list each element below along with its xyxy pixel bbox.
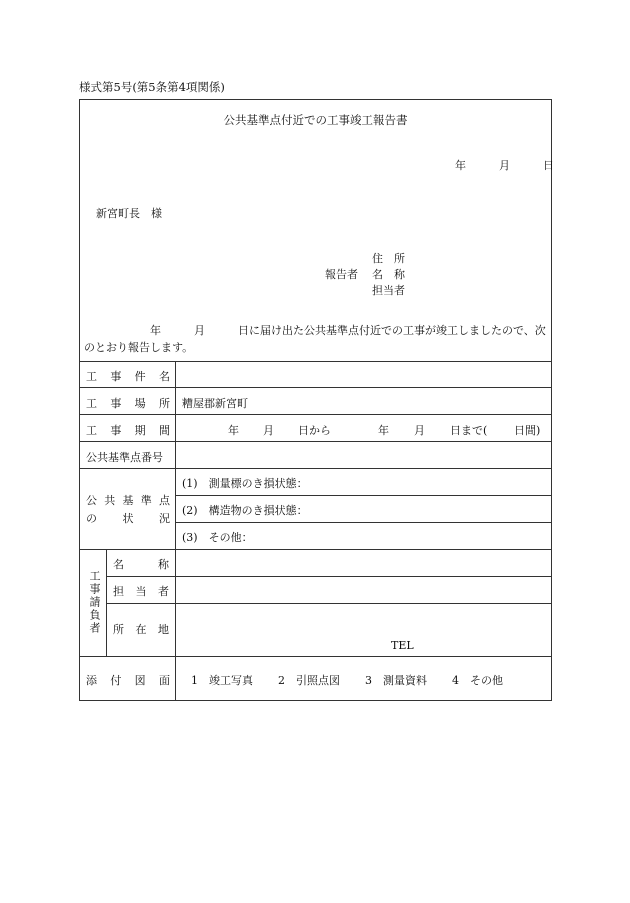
reporter-contact-label: 担当者 xyxy=(372,284,405,297)
label-work-place: 工 事 場 所 xyxy=(86,397,170,410)
column-divider xyxy=(175,361,176,701)
attachment-2: 2 引照点図 xyxy=(278,674,340,687)
attachment-1: 1 竣工写真 xyxy=(191,674,253,687)
period-end-year: 年 xyxy=(378,424,389,437)
row-divider xyxy=(175,522,552,523)
row-divider xyxy=(106,603,552,604)
form-title: 公共基準点付近での工事竣工報告書 xyxy=(223,113,408,127)
date-year: 年 xyxy=(455,159,466,172)
row-divider xyxy=(80,468,552,469)
row-divider xyxy=(80,414,552,415)
column-divider xyxy=(106,549,107,656)
row-divider xyxy=(80,549,552,550)
date-day: 日 xyxy=(543,159,554,172)
reporter-label: 報告者 xyxy=(325,268,358,281)
reporter-name-label: 名 称 xyxy=(372,268,405,281)
period-start-year: 年 xyxy=(228,424,239,437)
date-month: 月 xyxy=(499,159,510,172)
attachment-4: 4 その他 xyxy=(452,674,503,687)
report-date xyxy=(455,157,554,173)
status-item-1: (1) 測量標のき損状態： xyxy=(182,477,308,490)
work-place-value: 糟屋郡新宮町 xyxy=(182,397,248,410)
period-end-day: 日まで( xyxy=(450,424,488,437)
label-status-line1: 公 共 基 準 点 xyxy=(86,494,170,507)
attachment-3: 3 測量資料 xyxy=(365,674,427,687)
report-form xyxy=(79,99,552,701)
label-contractor-name: 名 称 xyxy=(113,558,169,571)
period-days: 日間) xyxy=(514,424,541,437)
label-contractor-address: 所 在 地 xyxy=(113,623,169,636)
period-start-month: 月 xyxy=(263,424,274,437)
contractor-tel: TEL xyxy=(391,639,414,652)
label-work-period: 工 事 期 間 xyxy=(86,424,170,437)
label-contractor-contact: 担 当 者 xyxy=(113,585,169,598)
intro-text: 年 月 日に届け出た公共基準点付近での工事が竣工しましたので、次のとおり報告します。 xyxy=(84,324,546,354)
row-divider xyxy=(80,361,552,362)
label-work-name: 工 事 件 名 xyxy=(86,370,170,383)
label-point-number: 公共基準点番号 xyxy=(86,451,163,464)
period-end-month: 月 xyxy=(414,424,425,437)
addressee: 新宮町長 様 xyxy=(96,207,162,220)
period-start-day: 日から xyxy=(298,424,331,437)
label-status-line2: の 状 況 xyxy=(86,512,170,525)
status-item-2: (2) 構造物のき損状態： xyxy=(182,504,308,517)
status-item-3: (3) その他： xyxy=(182,531,253,544)
row-divider xyxy=(175,495,552,496)
row-divider xyxy=(106,576,552,577)
label-contractor: 工事請負者 xyxy=(88,570,101,635)
label-attachments: 添 付 図 面 xyxy=(86,674,170,687)
form-code: 様式第5号(第5条第4項関係) xyxy=(79,80,225,94)
row-divider xyxy=(80,441,552,442)
row-divider xyxy=(80,387,552,388)
row-divider xyxy=(80,656,552,657)
reporter-address-label: 住 所 xyxy=(372,252,405,265)
